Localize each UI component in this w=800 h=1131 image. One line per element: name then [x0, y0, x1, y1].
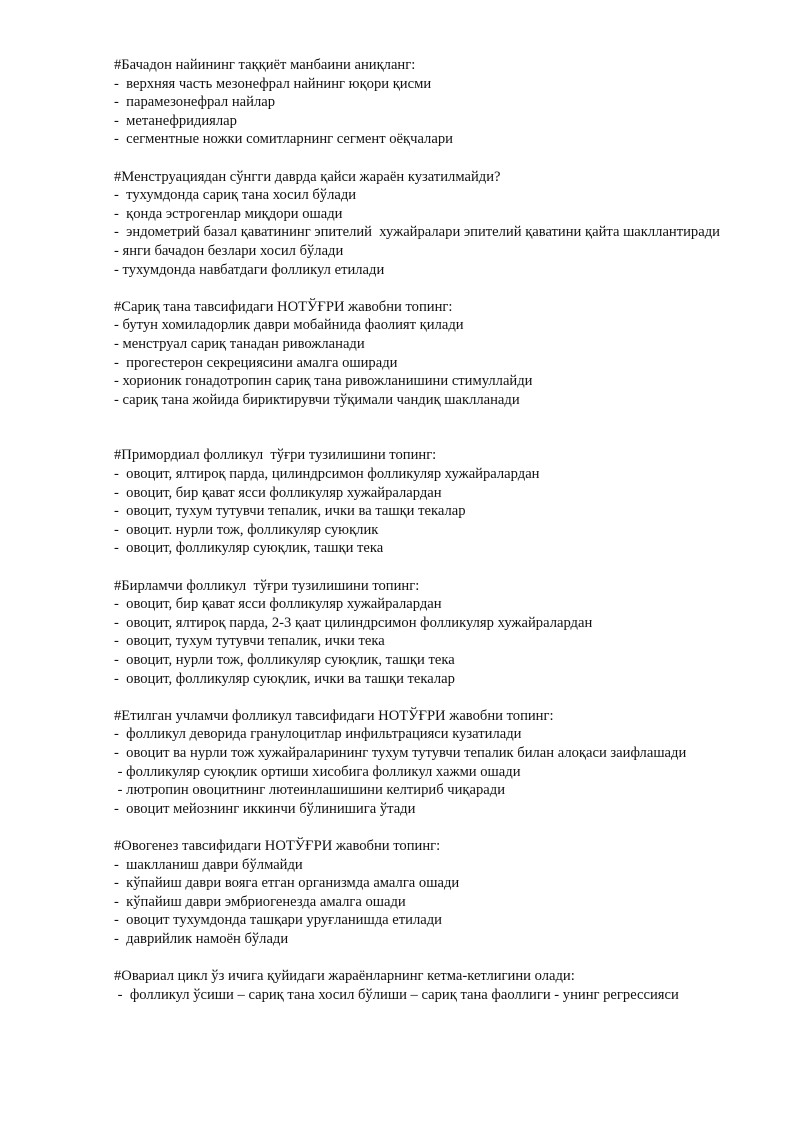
question-block: [114, 707, 774, 819]
question-block: [114, 577, 774, 689]
answer-option: - фолликул деворида гранулоцитлар инфильтрацияси кузатилади: [114, 726, 522, 743]
question-title: #Етилган учламчи фолликул тавсифидаги НОТЎҒРИ жавобни топинг:: [114, 707, 554, 724]
answer-option: - парамезонефрал найлар: [114, 94, 275, 111]
question-block: [114, 967, 774, 1004]
question-title: #Бачадон найининг таққиёт манбаини аниқланг:: [114, 57, 416, 73]
answer-option: - овоцит, тухум тутувчи тепалик, ички тека: [114, 633, 385, 650]
question-block: [114, 56, 774, 149]
answer-option: - тухумдонда сариқ тана хосил бўлади: [114, 187, 357, 204]
answer-option: - менструал сариқ танадан ривожланади: [114, 335, 365, 352]
answer-option: - лютропин овоцитнинг лютеинлашишини келтириб чиқаради: [114, 782, 506, 799]
answer-option: - кўпайиш даври вояга етган организмда амалга ошади: [114, 875, 460, 892]
answer-option: - шаклланиш даври бўлмайди: [114, 856, 303, 873]
answer-option: - даврийлик намоён бўлади: [114, 930, 289, 947]
answer-option: - прогестерон секрециясини амалга оширади: [114, 354, 398, 371]
answer-option: - бутун хомиладорлик даври мобайнида фаолият қилади: [114, 317, 464, 334]
answer-option: - тухумдонда навбатдаги фолликул етилади: [114, 261, 385, 278]
answer-option: - верхняя часть мезонефрал найнинг юқори қисми: [114, 75, 432, 92]
answer-option: - овоцит, бир қават ясси фолликуляр хужайралардан: [114, 596, 442, 613]
question-title: #Овогенез тавсифидаги НОТЎҒРИ жавобни топинг:: [114, 837, 441, 854]
answer-option: - овоцит, бир қават ясси фолликуляр хужайралардан: [114, 484, 442, 501]
answer-option: - овоцит, фолликуляр суюқлик, ташқи тека: [114, 540, 384, 557]
answer-option: - овоцит, тухум тутувчи тепалик, ички ва ташқи текалар: [114, 503, 466, 520]
answer-option: - эндометрий базал қаватининг эпителий хужайралари эпителий қаватини қайта шакллантиради: [114, 224, 720, 241]
question-title: #Бирламчи фолликул тўғри тузилишини топинг:: [114, 577, 420, 594]
question-block: [114, 168, 774, 280]
answer-option: - овоцит. нурли тож, фолликуляр суюқлик: [114, 521, 379, 538]
answer-option: - метанефридиялар: [114, 112, 237, 129]
answer-option: - сегментные ножки сомитларнинг сегмент оёқчалари: [114, 131, 453, 148]
answer-option: - овоцит тухумдонда ташқари уруғланишда етилади: [114, 912, 442, 929]
answer-option: - янги бачадон безлари хосил бўлади: [114, 242, 344, 259]
answer-option: - овоцит, нурли тож, фолликуляр суюқлик, ташқи тека: [114, 652, 455, 668]
document-body: [114, 56, 774, 1004]
question-block: [114, 298, 774, 410]
question-title: #Примордиал фолликул тўғри тузилишини топинг:: [114, 447, 437, 464]
answer-option: - фолликуляр суюқлик ортиши хисобига фолликул хажми ошади: [114, 763, 521, 780]
answer-option: - овоцит, фолликуляр суюқлик, ички ва ташқи текалар: [114, 670, 455, 687]
answer-option: - овоцит, ялтироқ парда, 2-3 қаат цилиндрсимон фолликуляр хужайралардан: [114, 614, 593, 631]
question-title: #Овариал цикл ўз ичига қуйидаги жараёнларнинг кетма-кетлигини олади:: [114, 968, 575, 985]
answer-option: - хорионик гонадотропин сариқ тана ривожланишини стимуллайди: [114, 373, 533, 390]
question-block: [114, 837, 774, 949]
answer-option: - кўпайиш даври эмбриогенезда амалга ошади: [114, 893, 406, 910]
answer-option: - қонда эстрогенлар миқдори ошади: [114, 205, 343, 222]
answer-option: - овоцит ва нурли тож хужайраларининг тухум тутувчи тепалик билан алоқаси заифлашади: [114, 744, 687, 761]
question-title: #Менструациядан сўнгги даврда қайси жараён кузатилмайди?: [114, 168, 501, 185]
answer-option: - фолликул ўсиши – сариқ тана хосил бўлиши – сариқ тана фаоллиги - унинг регрессияси: [114, 986, 679, 1003]
answer-option: - овоцит, ялтироқ парда, цилиндрсимон фолликуляр хужайралардан: [114, 466, 540, 483]
question-block: [114, 446, 774, 558]
answer-option: - сариқ тана жойида бириктирувчи тўқимали чандиқ шаклланади: [114, 391, 520, 408]
question-title: #Сариқ тана тавсифидаги НОТЎҒРИ жавобни топинг:: [114, 298, 453, 315]
answer-option: - овоцит мейознинг иккинчи бўлинишига ўтади: [114, 800, 416, 817]
